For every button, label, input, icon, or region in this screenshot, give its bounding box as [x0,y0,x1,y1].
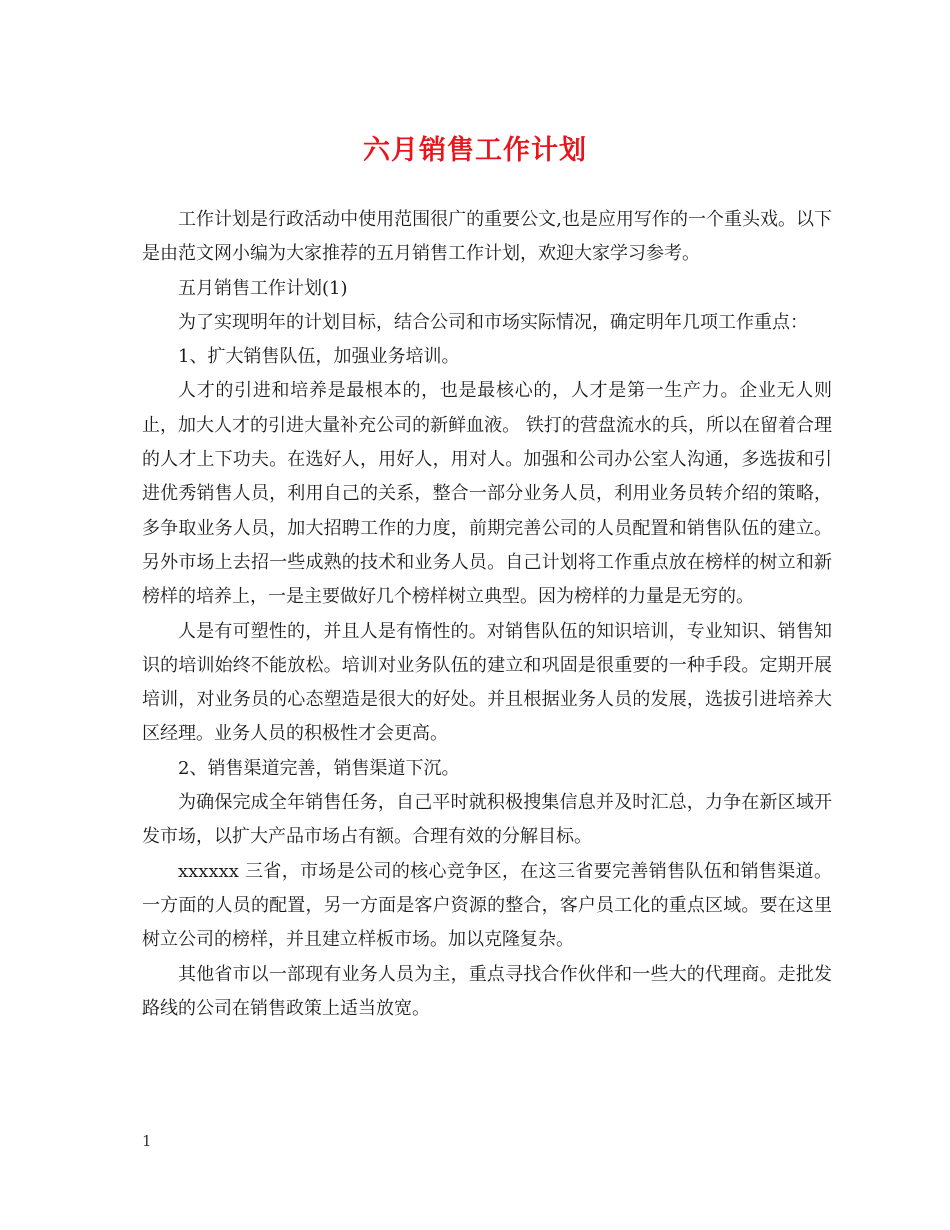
paragraph-training: 人是有可塑性的，并且人是有惰性的。对销售队伍的知识培训，专业知识、销售知识的培训始终不能放松。培训对业务队伍的建立和巩固是很重要的一种手段。定期开展培训，对业务员的心态塑造是很大的好处。并且根据业务人员的发展，选拔引进培养大区经理。业务人员的积极性才会更高。 [142,620,832,745]
document-body [142,203,832,1026]
page-number: 1 [142,1132,152,1150]
subheading-expand-team: 1、扩大销售队伍，加强业务培训。 [178,346,460,368]
paragraph-sales-target: 为确保完成全年销售任务，自己平时就积极搜集信息并及时汇总，力争在新区域开发市场，以扩大产品市场占有额。合理有效的分解目标。 [142,792,832,848]
paragraph-talent: 人才的引进和培养是最根本的，也是最核心的，人才是第一生产力。企业无人则止，加大人才的引进大量补充公司的新鲜血液。 铁打的营盘流水的兵，所以在留着合理的人才上下功夫。在选好人，用好人，用对人。加强和公司办公室人沟通，多选拔和引进优秀销售人员，利用自己的关系，整合一部分业务人员，利用业务员转介绍的策略，多争取业务人员，加大招聘工作的力度，前期完善公司的人员配置和销售队伍的建立。另外市场上去招一些成熟的技术和业务人员。自己计划将工作重点放在榜样的树立和新榜样的培养上，一是主要做好几个榜样树立典型。因为榜样的力量是无穷的。 [142,380,832,608]
subheading-channels: 2、销售渠道完善，销售渠道下沉。 [178,757,460,779]
paragraph-other-provinces: 其他省市以一部现有业务人员为主，重点寻找合作伙伴和一些大的代理商。走批发路线的公司在销售政策上适当放宽。 [142,963,832,1019]
section-heading-plan-1: 五月销售工作计划(1) [178,277,348,299]
paragraph-goals: 为了实现明年的计划目标，结合公司和市场实际情况，确定明年几项工作重点： [178,311,808,333]
page-title: 六月销售工作计划 [363,135,587,166]
paragraph-three-provinces: xxxxxx 三省，市场是公司的核心竞争区，在这三省要完善销售队伍和销售渠道。一方面的人员的配置，另一方面是客户资源的整合，客户员工化的重点区域。要在这里树立公司的榜样，并且建立样板市场。加以克隆复杂。 [142,860,832,951]
paragraph-intro: 工作计划是行政活动中使用范围很广的重要公文,也是应用写作的一个重头戏。以下是由范文网小编为大家推荐的五月销售工作计划，欢迎大家学习参考。 [142,209,832,265]
